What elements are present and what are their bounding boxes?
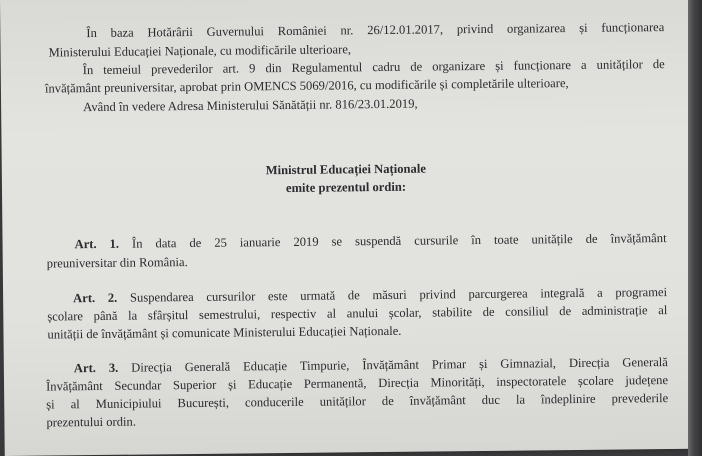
article-1-line bbox=[74, 230, 666, 252]
order-heading-subtitle: emite prezentul ordin: bbox=[285, 179, 407, 196]
article-3-line: prezentului ordin. bbox=[46, 414, 137, 430]
preamble-line: În temeiul prevederilor art. 9 din Regulamentul cadru de organizare și funcționare a unităților de bbox=[82, 57, 665, 78]
article-1-label: Art. 1. bbox=[74, 236, 120, 252]
preamble-line: Având în vedere Adresa Ministerului Sănătății nr. 816/23.01.2019, bbox=[83, 96, 418, 115]
article-3-line: Învățământ Secundar Superior și Educație Permanentă, Direcția Minorități, inspectoratele școlare județene bbox=[45, 373, 669, 394]
preamble-line: învățământ preuniversitar, aprobat prin OMENCS 5069/2016, cu modificările și completările ulterioare, bbox=[44, 76, 569, 96]
article-3-line: și al Municipiului București, conducerile unităților de învățământ duc la îndeplinire prevederile bbox=[46, 391, 669, 412]
article-2-line: unității de învățământ și comunicate Ministerului Educației Naționale. bbox=[47, 323, 402, 342]
article-1-text: În data de 25 ianuarie 2019 se suspendă cursurile în toate unitățile de învățământ bbox=[131, 231, 667, 251]
article-2-label: Art. 2. bbox=[73, 290, 118, 306]
desk-background-edge bbox=[688, 0, 702, 456]
article-3-label: Art. 3. bbox=[73, 360, 119, 376]
article-1-line: preuniversitar din România. bbox=[46, 255, 188, 271]
article-3-text: Direcția Generală Educație Timpurie, Învățământ Primar și Gimnazial, Direcția Generală bbox=[131, 355, 668, 375]
preamble-line: În baza Hotărârii Guvernului României nr. 26/12.01.2017, privind organizarea și funcționarea bbox=[86, 20, 665, 41]
article-2-line: școlare până la sfârșitul semestrului, respectiv al anului școlar, stabilite de consiliul de administrație al bbox=[47, 303, 668, 324]
article-2-text: Suspendarea cursurilor este urmată de măsuri privind parcurgerea integrală a programei bbox=[129, 285, 668, 305]
order-heading-title: Ministrul Educației Naționale bbox=[265, 161, 426, 178]
preamble-line: Ministerului Educației Naționale, cu modificările ulterioare, bbox=[48, 42, 352, 60]
